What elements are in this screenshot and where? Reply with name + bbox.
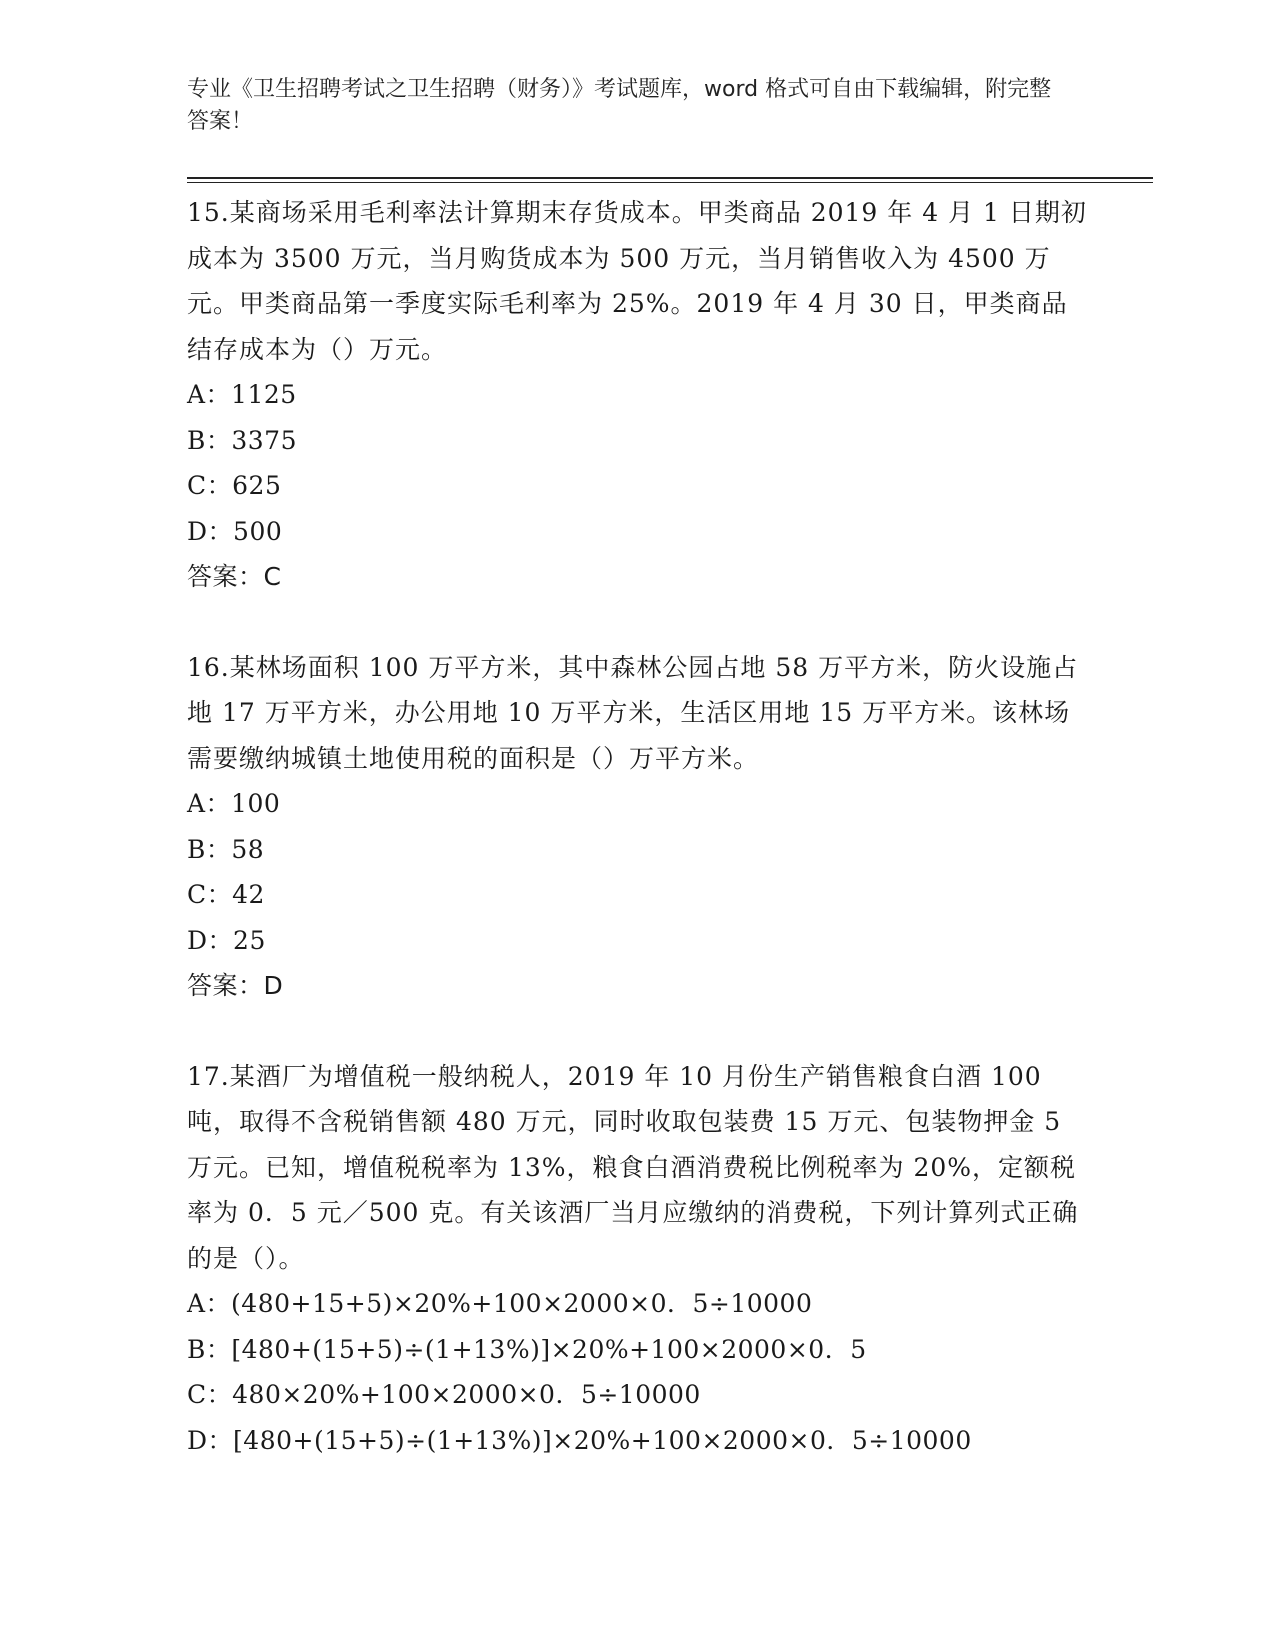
question-spacer <box>187 600 1087 645</box>
question-stem: 16.某林场面积 100 万平方米，其中森林公园占地 58 万平方米，防火设施占地 17 万平方米，办公用地 10 万平方米，生活区用地 15 万平方米。该林场需要缴纳城镇土地使用税的面积是（）万平方米。 <box>187 652 1079 773</box>
header-rule-thin <box>187 182 1153 183</box>
question-stem: 17.某酒厂为增值税一般纳税人，2019 年 10 月份生产销售粮食白酒 100 吨，取得不含税销售额 480 万元，同时收取包装费 15 万元、包装物押金 5 万元。已知，增值税税率为 13%，粮食白酒消费税比例税率为 20%，定额税率为 0．5 元／500 克。有关该酒厂当月应缴纳的消费税，下列计算列式正确的是（）。 <box>187 1061 1079 1273</box>
document-header: 专业《卫生招聘考试之卫生招聘（财务）》考试题库，word 格式可自由下载编辑，附完整答案！ <box>187 77 1052 134</box>
option-c: C：42 <box>187 880 265 909</box>
answer-line: 答案：C <box>187 562 282 591</box>
option-d: D：[480+(15+5)÷(1+13%)]×20%+100×2000×0．5÷10000 <box>187 1425 972 1455</box>
question-list <box>187 190 1087 1463</box>
option-c: C：480×20%+100×2000×0．5÷10000 <box>187 1380 701 1409</box>
option-d: D：500 <box>187 516 283 546</box>
header-rule-thick <box>187 177 1153 179</box>
question-spacer <box>187 1009 1087 1054</box>
question-15 <box>187 190 1087 600</box>
option-b: B：[480+(15+5)÷(1+13%)]×20%+100×2000×0．5 <box>187 1334 867 1364</box>
option-b: B：3375 <box>187 425 297 455</box>
option-a: A：(480+15+5)×20%+100×2000×0．5÷10000 <box>187 1289 813 1318</box>
question-17 <box>187 1054 1087 1464</box>
answer-line: 答案：D <box>187 971 284 1000</box>
question-16 <box>187 645 1087 1009</box>
option-a: A：100 <box>187 789 281 818</box>
option-a: A：1125 <box>187 380 297 409</box>
option-c: C：625 <box>187 471 282 500</box>
option-b: B：58 <box>187 834 265 864</box>
question-stem: 15.某商场采用毛利率法计算期末存货成本。甲类商品 2019 年 4 月 1 日期初成本为 3500 万元，当月购货成本为 500 万元，当月销售收入为 4500 万元。甲类商品第一季度实际毛利率为 25%。2019 年 4 月 30 日，甲类商品结存成本为（）万元。 <box>187 198 1087 364</box>
option-d: D：25 <box>187 925 266 955</box>
